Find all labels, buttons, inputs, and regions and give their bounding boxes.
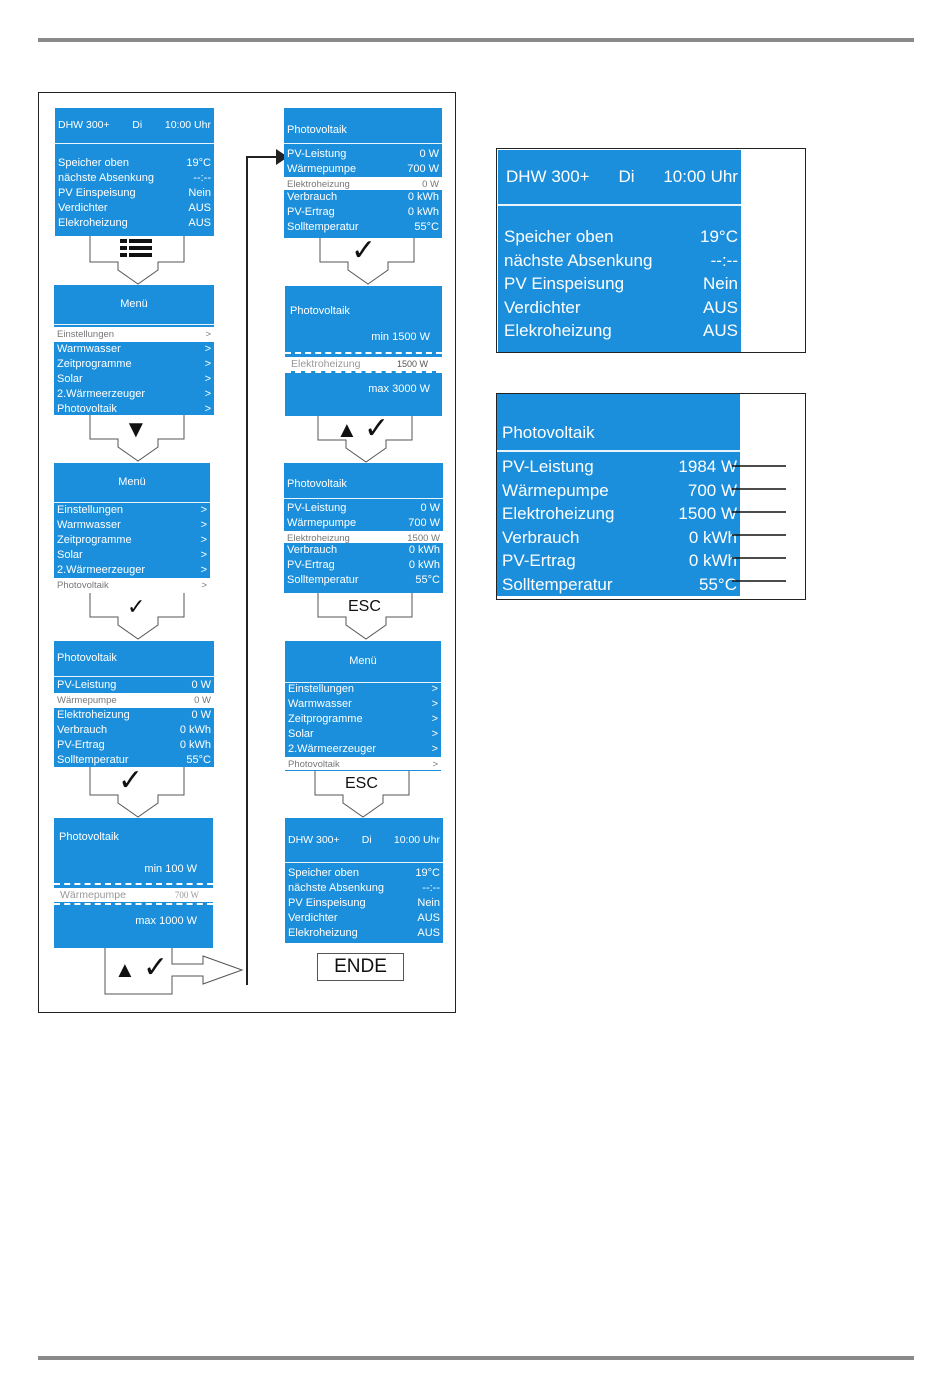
text-label: 700 W <box>407 163 439 175</box>
text-label: > <box>200 519 207 531</box>
esc-key-label: ESC <box>345 775 378 792</box>
home-screen <box>285 818 443 943</box>
text-label: 55°C <box>415 574 440 586</box>
list-item <box>54 738 214 753</box>
text-label: Elekroheizung <box>288 927 358 939</box>
text-label: 10:00 Uhr <box>393 833 440 846</box>
text-label: Verbrauch <box>287 544 338 556</box>
up-key-icon: ▲ <box>114 957 136 982</box>
pv-screen <box>54 641 214 767</box>
text-label: Warmwasser <box>57 519 121 531</box>
text-label: > <box>200 564 207 576</box>
max-value: max 1000 W <box>135 915 197 927</box>
text-label: Elektroheizung <box>502 504 615 523</box>
text-label: PV Einspeisung <box>288 897 366 909</box>
text-label: Zeitprogramme <box>288 713 363 725</box>
list-item <box>284 162 442 177</box>
text-label: 1500 W <box>678 504 737 523</box>
connector-line <box>240 140 290 986</box>
text-label: Speicher oben <box>288 867 359 879</box>
list-item-selected <box>54 693 214 708</box>
text-label: AUS <box>188 202 211 214</box>
text-label: Menü <box>120 298 148 310</box>
text-label: PV-Leistung <box>287 148 347 160</box>
list-item <box>498 225 741 249</box>
text-label: 19°C <box>186 157 211 169</box>
setting-screen-wp <box>54 818 213 948</box>
menu-item <box>54 518 210 533</box>
text-label: AUS <box>703 297 738 317</box>
setting-row <box>285 357 442 371</box>
text-label: Einstellungen <box>57 504 124 516</box>
text-label: 55°C <box>186 754 211 766</box>
text-label: PV-Ertrag <box>502 551 576 570</box>
day: Di <box>132 119 143 131</box>
text-label: Einstellungen <box>288 683 355 695</box>
text-label: > <box>204 358 211 370</box>
list-item <box>55 186 214 201</box>
menu-item <box>285 727 441 742</box>
text-label: nächste Absenkung <box>58 172 155 184</box>
text-label: > <box>201 580 207 591</box>
text-label: PV Einspeisung <box>58 187 136 199</box>
down-key-icon: ▼ <box>124 416 148 443</box>
setting-screen-eh <box>285 286 442 416</box>
menu-key-icon <box>120 239 152 257</box>
list-item <box>498 319 741 343</box>
text-label: > <box>200 504 207 516</box>
text-label: > <box>205 329 211 340</box>
list-item <box>285 926 443 941</box>
menu-item-selected <box>54 578 210 593</box>
text-label: Verbrauch <box>287 191 338 203</box>
check-key-icon: ✓ <box>364 412 390 445</box>
text-label: > <box>431 683 438 695</box>
text-label: DHW 300+ <box>506 167 590 187</box>
text-label: 1984 W <box>678 457 737 476</box>
text-label: 0 kWh <box>408 544 440 556</box>
text-label: > <box>431 728 438 740</box>
text-label: Verbrauch <box>57 724 108 736</box>
text-label: Zeitprogramme <box>57 534 132 546</box>
text-label: PV Einspeisung <box>504 274 625 293</box>
list-item <box>54 708 214 723</box>
text-label: Elekroheizung <box>58 217 128 229</box>
menu-item <box>54 563 210 578</box>
menu-title <box>285 641 441 683</box>
text-label: 0 W <box>420 502 440 514</box>
text-label: Verdichter <box>504 297 581 317</box>
text-label: Solltemperatur <box>57 754 129 766</box>
text-label: 0 W <box>194 695 211 706</box>
text-label: Wärmepumpe <box>502 480 609 500</box>
text-label: Wärmepumpe <box>287 163 357 175</box>
text-label: 0 kWh <box>179 724 211 736</box>
callout-lines <box>730 455 790 585</box>
text-label: Wärmepumpe <box>57 695 117 706</box>
text-label: DHW 300+ <box>288 833 340 846</box>
text-label: 10:00 Uhr <box>663 167 738 187</box>
text-label: Solar <box>57 549 83 561</box>
text-label: PV-Leistung <box>287 502 347 514</box>
list-item <box>497 455 740 479</box>
text-label: Menü <box>118 476 146 488</box>
text-label: 0 W <box>191 709 211 721</box>
home-header <box>285 818 443 863</box>
text-label: Nein <box>417 897 440 909</box>
text-label: Solltemperatur <box>502 574 613 594</box>
list-item <box>54 678 214 693</box>
list-item <box>285 881 443 896</box>
text-label: Verbrauch <box>502 527 580 547</box>
min-value: min 100 W <box>144 863 197 875</box>
text-label: 19°C <box>415 867 440 879</box>
list-item <box>497 526 740 550</box>
menu-item <box>54 342 214 357</box>
text-label: 0 W <box>422 179 439 190</box>
text-label: > <box>204 373 211 385</box>
text-label: 700 W <box>174 889 199 900</box>
list-item <box>55 216 214 231</box>
text-label: Di <box>361 833 372 846</box>
list-item <box>497 573 740 597</box>
text-label: Wärmepumpe <box>287 517 357 529</box>
text-label: 700 W <box>687 480 737 500</box>
text-label: Solar <box>57 373 83 385</box>
text-label: > <box>204 403 211 415</box>
text-label: Photovoltaik <box>288 759 340 770</box>
text-label: PV-Ertrag <box>57 739 105 751</box>
menu-item <box>285 712 441 727</box>
text-label: 55°C <box>414 221 439 233</box>
ende-label <box>317 953 404 981</box>
text-label: Nein <box>703 274 738 293</box>
text-label: PV-Leistung <box>57 679 117 691</box>
top-rule <box>38 38 914 42</box>
min-value: min 1500 W <box>371 331 430 343</box>
check-key-icon: ✓ <box>143 951 169 984</box>
pv-title <box>497 394 740 452</box>
bottom-rule <box>38 1356 914 1360</box>
list-item <box>284 501 443 516</box>
text-label: Zeitprogramme <box>57 358 132 370</box>
text-label: 19°C <box>700 227 738 246</box>
text-label: Einstellungen <box>57 329 115 340</box>
text-label: Warmwasser <box>288 698 352 710</box>
list-item <box>285 866 443 881</box>
menu-item <box>54 387 214 402</box>
home-header <box>498 150 741 206</box>
check-key-icon: ✓ <box>351 234 377 267</box>
list-item <box>284 190 442 205</box>
check-key-icon: ✓ <box>127 594 146 619</box>
text-label: 1500 W <box>407 533 440 544</box>
list-item <box>284 205 442 220</box>
text-label: PV-Ertrag <box>287 559 335 571</box>
menu-title <box>54 285 214 325</box>
list-item <box>498 272 741 296</box>
check-key-icon: ✓ <box>118 764 144 797</box>
menu-screen <box>285 641 441 771</box>
text-label: Verdichter <box>288 912 338 924</box>
text-label: AUS <box>417 912 440 924</box>
text-label: Photovoltaik <box>502 422 595 442</box>
list-item <box>498 296 741 320</box>
text-label: 0 kWh <box>407 191 439 203</box>
esc-key-label: ESC <box>348 598 381 615</box>
setting-title: Photovoltaik <box>290 305 350 317</box>
pv-title <box>54 641 214 677</box>
text-label: 700 W <box>408 517 440 529</box>
list-item <box>55 201 214 216</box>
text-label: --:-- <box>193 172 211 184</box>
menu-item <box>285 742 441 757</box>
pv-screen <box>284 463 443 593</box>
text-label: Elektroheizung <box>287 533 350 544</box>
text-label: Di <box>618 167 635 187</box>
text-label: > <box>431 713 438 725</box>
text-label: Warmwasser <box>57 343 121 355</box>
text-label: Nein <box>188 187 211 199</box>
text-label: PV-Ertrag <box>287 206 335 218</box>
list-item <box>498 249 741 273</box>
text-label: nächste Absenkung <box>288 882 385 894</box>
menu-screen <box>54 285 214 415</box>
list-item <box>55 171 214 186</box>
large-pv-screen <box>497 394 740 596</box>
text-label: > <box>200 549 207 561</box>
text-label: Elektroheizung <box>287 179 350 190</box>
list-item-selected <box>284 177 442 190</box>
text-label: --:-- <box>710 250 738 270</box>
text-label: Wärmepumpe <box>60 888 126 901</box>
menu-item <box>54 357 214 372</box>
text-label: 0 W <box>419 148 439 160</box>
list-item <box>497 479 740 503</box>
menu-item-selected <box>285 757 441 770</box>
list-item <box>497 502 740 526</box>
menu-item-selected <box>54 327 214 342</box>
text-label: Elekroheizung <box>504 321 612 340</box>
menu-item <box>54 503 210 518</box>
menu-item <box>54 548 210 563</box>
text-label: Elektroheizung <box>57 709 130 721</box>
up-key-icon: ▲ <box>336 417 358 442</box>
home-screen <box>55 108 214 236</box>
text-label: AUS <box>417 927 440 939</box>
list-item <box>284 147 442 162</box>
list-item <box>284 516 443 531</box>
text-label: > <box>431 698 438 710</box>
setting-title: Photovoltaik <box>59 831 119 843</box>
text-label: 2.Wärmeerzeuger <box>57 388 146 400</box>
pv-title <box>284 463 443 499</box>
text-label: Speicher oben <box>58 157 129 169</box>
text-label: Solar <box>288 728 314 740</box>
home-header <box>55 108 214 144</box>
list-item <box>284 543 443 558</box>
text-label: --:-- <box>422 882 440 894</box>
text-label: Photovoltaik <box>57 580 109 591</box>
text-label: Verdichter <box>58 202 108 214</box>
text-label: 0 kWh <box>688 527 737 547</box>
text-label: Solltemperatur <box>287 221 359 233</box>
text-label: AUS <box>188 217 211 229</box>
menu-item <box>54 372 214 387</box>
text-label: > <box>200 534 207 546</box>
list-item <box>284 220 442 235</box>
list-item-selected <box>284 531 443 543</box>
list-item <box>285 896 443 911</box>
text-label: Menü <box>349 655 377 667</box>
text-label: 0 W <box>191 679 211 691</box>
large-home-screen <box>498 150 741 352</box>
text-label: > <box>432 759 438 770</box>
text-label: 2.Wärmeerzeuger <box>288 743 377 755</box>
menu-title <box>54 463 210 503</box>
device-name: DHW 300+ <box>58 119 110 131</box>
text-label: Solltemperatur <box>287 574 359 586</box>
text-label: > <box>204 388 211 400</box>
pv-screen <box>284 108 442 238</box>
text-label: Photovoltaik <box>287 124 347 136</box>
list-item <box>284 573 443 588</box>
text-label: 1500 W <box>396 358 428 369</box>
list-item <box>54 723 214 738</box>
text-label: AUS <box>703 321 738 340</box>
max-value: max 3000 W <box>368 383 430 395</box>
list-item <box>285 911 443 926</box>
text-label: 0 kWh <box>408 559 440 571</box>
menu-item <box>285 697 441 712</box>
text-label: 0 kWh <box>407 206 439 218</box>
text-label: 2.Wärmeerzeuger <box>57 564 146 576</box>
text-label: ENDE <box>334 956 387 977</box>
text-label: 0 kWh <box>179 739 211 751</box>
text-label: nächste Absenkung <box>504 250 653 270</box>
list-item <box>284 558 443 573</box>
list-item <box>55 156 214 171</box>
pv-title <box>284 108 442 144</box>
text-label: Speicher oben <box>504 227 614 246</box>
text-label: 55°C <box>699 574 737 594</box>
time: 10:00 Uhr <box>164 119 211 131</box>
text-label: Photovoltaik <box>287 478 347 490</box>
text-label: > <box>204 343 211 355</box>
setting-row <box>54 888 213 902</box>
text-label: Photovoltaik <box>57 652 117 664</box>
text-label: PV-Leistung <box>502 457 594 476</box>
menu-item <box>285 682 441 697</box>
text-label: Photovoltaik <box>57 403 117 415</box>
list-item <box>497 549 740 573</box>
text-label: Elektroheizung <box>291 357 361 370</box>
text-label: 0 kWh <box>688 551 737 570</box>
text-label: > <box>431 743 438 755</box>
menu-screen <box>54 463 210 593</box>
menu-item <box>54 533 210 548</box>
